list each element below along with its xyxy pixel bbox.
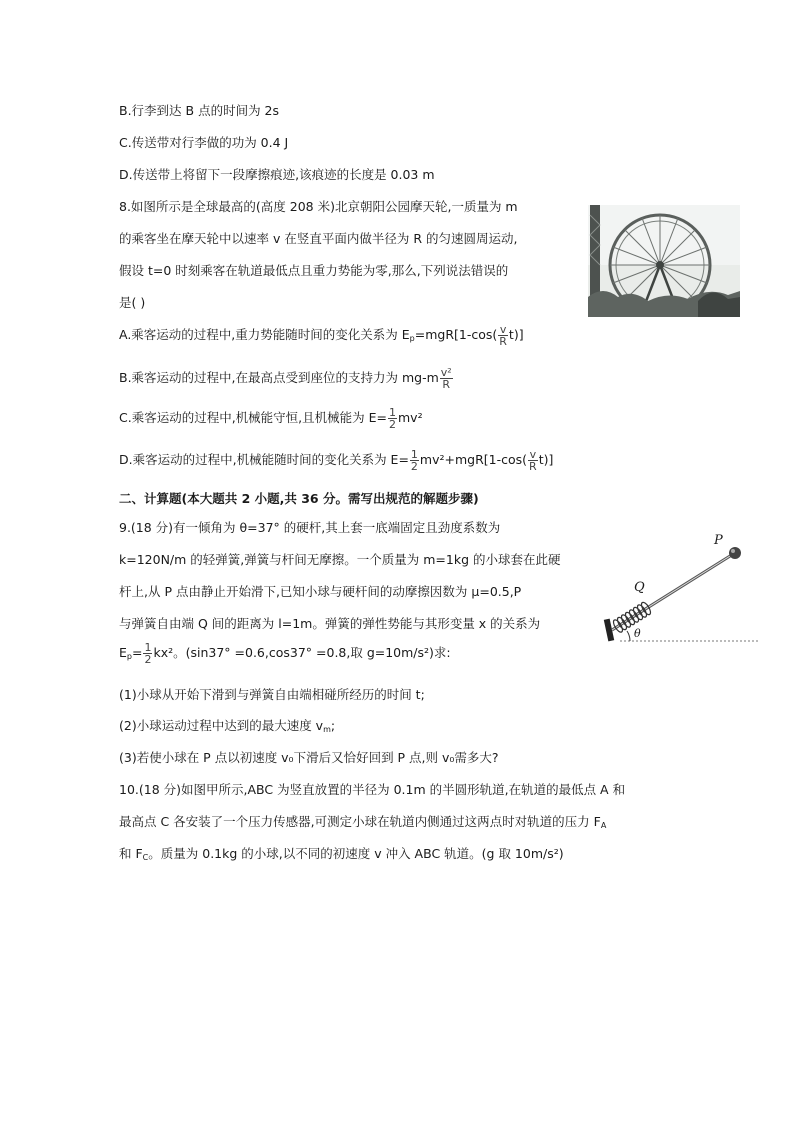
q10-line2-text: 最高点 C 各安装了一个压力传感器,可测定小球在轨道内侧通过这两点时对轨道的压力 F [119, 814, 601, 829]
q9-stem-line5 [119, 640, 451, 670]
q8-option-b-fraction [440, 367, 453, 390]
q8-option-c [119, 405, 423, 431]
q10-line3-text: 和 F [119, 846, 143, 861]
q10-fc-sub: C [142, 853, 149, 862]
q9-sub2-end: ; [330, 718, 336, 733]
q8-option-a [119, 322, 524, 352]
q10-fa-sub: A [600, 821, 607, 830]
q8-option-b-text: B.乘客运动的过程中,在最高点受到座位的支持力为 mg-m [119, 370, 439, 385]
q8-stem-line4: 是( ) [119, 295, 146, 310]
q8-stem-line2: 的乘客坐在摩天轮中以速率 v 在竖直平面内做半径为 R 的匀速圆周运动, [119, 231, 518, 246]
q9-stem-line4: 与弹簧自由端 Q 间的距离为 l=1m。弹簧的弹性势能与其形变量 x 的关系为 [119, 616, 541, 631]
label-q: Q [634, 580, 645, 595]
q10-stem-line2 [119, 813, 606, 835]
q10-stem-line3 [119, 845, 564, 867]
fraction-numerator: v [499, 323, 507, 336]
fraction-denominator: 2 [144, 653, 152, 666]
q8-option-d-mid: mv²+mgR[1-cos( [419, 452, 528, 467]
q9-stem-line3: 杆上,从 P 点由静止开始滑下,已知小球与硬杆间的动摩擦因数为 μ=0.5,P [119, 584, 522, 599]
q10-stem-line1: 10.(18 分)如图甲所示,ABC 为竖直放置的半径为 0.1m 的半圆形轨道,在轨道的最低点 A 和 [119, 782, 626, 797]
q9-sub-question-2 [119, 717, 335, 739]
label-theta: θ [634, 627, 641, 640]
q8-option-c-fraction [388, 407, 397, 430]
q9-sub-question-3: (3)若使小球在 P 点以初速度 v₀下滑后又恰好回到 P 点,则 v₀需多大? [119, 750, 499, 765]
label-p: P [714, 533, 723, 548]
q8-option-d-fraction-2 [528, 449, 538, 472]
q8-option-b [119, 365, 454, 391]
q8-option-d-fraction [410, 449, 419, 472]
q8-option-d [119, 447, 553, 473]
fraction-numerator: 1 [389, 406, 396, 419]
fraction-denominator: 2 [389, 418, 396, 431]
q9-eq-sign: = [131, 645, 143, 660]
q9-sub-question-1: (1)小球从开始下滑到与弹簧自由端相碰所经历的时间 t; [119, 687, 425, 702]
section-heading: 二、计算题(本大题共 2 小题,共 36 分。需写出规范的解题步骤) [119, 491, 479, 506]
fraction-denominator: R [499, 335, 507, 348]
q9-sub2-sub: m [323, 725, 331, 734]
q8-option-d-end: t)] [538, 452, 554, 467]
q9-fraction [143, 642, 152, 665]
q8-option-a-mid: =mgR[1-cos( [414, 327, 498, 342]
q9-formula-tail: kx²。(sin37° =0.6,cos37° =0.8,取 g=10m/s²)求: [153, 645, 451, 660]
option-d: D.传送带上将留下一段摩擦痕迹,该痕迹的长度是 0.03 m [119, 167, 435, 182]
fraction-denominator: 2 [410, 460, 418, 473]
fraction-numerator: 1 [410, 448, 418, 461]
q8-option-a-text: A.乘客运动的过程中,重力势能随时间的变化关系为 E [119, 327, 410, 342]
fraction-denominator: R [529, 460, 537, 473]
fraction-numerator: v [529, 448, 537, 461]
q8-stem-line1: 8.如图所示是全球最高的(高度 208 米)北京朝阳公园摩天轮,一质量为 m [119, 199, 518, 214]
option-c: C.传送带对行李做的功为 0.4 J [119, 135, 289, 150]
q8-option-d-text: D.乘客运动的过程中,机械能随时间的变化关系为 E= [119, 452, 409, 467]
fraction-numerator: v² [440, 366, 452, 379]
fraction-numerator: 1 [144, 641, 152, 654]
q8-option-c-end: mv² [398, 410, 423, 425]
q9-stem-line1: 9.(18 分)有一倾角为 θ=37° 的硬杆,其上套一底端固定且劲度系数为 [119, 520, 501, 535]
ferris-wheel-photo [588, 205, 740, 317]
q9-ep-sub: p [126, 652, 132, 661]
q8-option-a-end: t)] [508, 327, 524, 342]
q8-stem-line3: 假设 t=0 时刻乘客在轨道最低点且重力势能为零,那么,下列说法错误的 [119, 263, 509, 278]
rod-spring-diagram [600, 535, 760, 650]
q8-option-a-sub: p [409, 334, 415, 343]
q9-ep-symbol: E [119, 645, 127, 660]
q8-option-c-text: C.乘客运动的过程中,机械能守恒,且机械能为 E= [119, 410, 387, 425]
q9-sub2-text: (2)小球运动过程中达到的最大速度 v [119, 718, 324, 733]
q9-stem-line2: k=120N/m 的轻弹簧,弹簧与杆间无摩擦。一个质量为 m=1kg 的小球套在此硬 [119, 552, 561, 567]
q8-option-a-fraction [498, 324, 508, 347]
option-b: B.行李到达 B 点的时间为 2s [119, 103, 280, 118]
fraction-denominator: R [442, 378, 451, 391]
q10-line3-tail: 。质量为 0.1kg 的小球,以不同的初速度 v 冲入 ABC 轨道。(g 取 10m/s²) [148, 846, 564, 861]
